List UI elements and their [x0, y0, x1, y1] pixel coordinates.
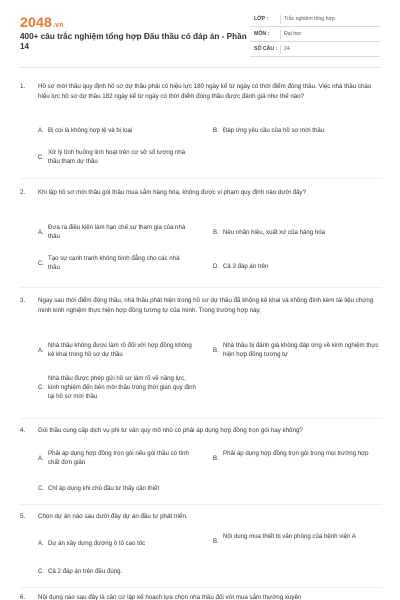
meta-label-count: SỐ CÂU : — [254, 46, 278, 52]
header-divider — [20, 67, 380, 68]
option-letter: B. — [213, 127, 219, 134]
option-letter: C. — [38, 384, 45, 391]
option-letter: A. — [38, 127, 44, 134]
option-letter: C. — [38, 154, 45, 161]
question-number: 3. — [20, 297, 26, 304]
option-letter: B. — [213, 347, 219, 354]
meta-divider — [280, 30, 281, 39]
question-text: Ngay sau thời điểm đóng thầu, nhà thầu phát hiện trong hồ sơ dự thầu đã không kê khai và không đính kèm tài liệu chứng minh kinh nghiệm thực hiện hợp đồng tương tự của mình. Trong trường hợp này, — [38, 297, 374, 314]
meta-label-subject: MÔN : — [254, 31, 270, 37]
option-text: Nhà thầu bị đánh giá không đáp ứng về kinh nghiệm thực hiện hợp đồng tương tự — [223, 342, 379, 359]
option-letter: A. — [38, 229, 44, 236]
option-letter: C. — [38, 568, 45, 575]
question-text: Hồ sơ mời thầu quy định hồ sơ dự thầu phải có hiệu lực 180 ngày kể từ ngày có thời điểm đóng thầu. Việc nhà thầu chào hiệu lực hồ sơ dự thầu 182 ngày kể từ ngày có thời điểm đóng thầu được đánh giá như thế nào? — [38, 83, 372, 100]
question-text: Gói thầu cung cấp dịch vụ phi tư vấn quy mô nhỏ có phải áp dụng hợp đồng trọn gói hay không? — [38, 427, 303, 434]
meta-value-subject[interactable]: Đại học — [284, 31, 302, 37]
site-logo[interactable] — [20, 14, 64, 30]
option-letter: D. — [213, 263, 220, 270]
option-letter: B. — [213, 455, 219, 462]
option-text: Nhà thầu được phép gửi hồ sơ làm rõ về năng lực, kinh nghiệm đến bên mời thầu trong thời gian quy định tại hồ sơ mời thầu — [48, 375, 196, 401]
question-number: 5. — [20, 513, 26, 520]
option-text: Nội dung mua thiết bị văn phòng của bệnh viện A — [223, 533, 356, 540]
meta-row-class — [250, 12, 380, 27]
option-text: Tạo sự cạnh tranh không bình đẳng cho các nhà thầu — [48, 255, 180, 272]
question-text: Khi lập hồ sơ mời thầu gói thầu mua sắm hàng hóa, không được vi phạm quy định nào dưới đây? — [38, 189, 307, 196]
meta-value-count: 24 — [284, 46, 290, 52]
option-text: Cả 2 đáp án trên đều đúng. — [48, 568, 123, 575]
question-text: Nội dung nào sau đây là căn cứ lập kế hoạch lựa chọn nhà thầu đối với mua sắm thường xuyên — [38, 594, 302, 600]
option-text: Đáp ứng yêu cầu của hồ sơ mời thầu — [223, 127, 325, 134]
option-letter: B. — [213, 538, 219, 545]
question-number: 4. — [20, 427, 26, 434]
option-text: Phải áp dụng hợp đồng trọn gói trong mọi trường hợp — [223, 450, 369, 457]
option-text: Bị coi là không hợp lệ và bị loại — [48, 127, 133, 134]
page-title: 400+ câu trắc nghiệm tổng hợp Đấu thầu có đáp án - Phần 14 — [20, 32, 247, 52]
question-separator — [20, 178, 382, 179]
option-text: Cả 3 đáp án trên — [223, 263, 269, 270]
meta-row-subject — [250, 27, 380, 42]
option-text: Nêu nhãn hiệu, xuất xứ của hàng hóa — [223, 229, 325, 236]
question-separator — [20, 504, 382, 505]
logo-main: 2048 — [20, 14, 52, 30]
meta-divider — [280, 15, 281, 24]
meta-info-box — [250, 12, 380, 57]
option-letter: C. — [38, 260, 45, 267]
question-separator — [20, 587, 382, 588]
option-letter: A. — [38, 455, 44, 462]
option-letter: B. — [213, 229, 219, 236]
meta-label-class: LỚP : — [254, 16, 269, 22]
page-header — [0, 0, 400, 64]
option-text: Xử lý tình huống linh hoạt trên cơ sở số lượng nhà thầu tham dự thầu — [48, 149, 186, 166]
question-text: Chọn dự án nào sau dưới đây dự án đầu tư phát triển. — [38, 513, 188, 520]
option-letter: C. — [38, 485, 45, 492]
question-number: 6. — [20, 594, 26, 600]
meta-value-class[interactable]: Trắc nghiệm tổng hợp — [284, 16, 335, 22]
question-separator — [20, 287, 382, 288]
question-number: 2. — [20, 189, 26, 196]
option-text: Dự án xây dựng đường ô tô cao tốc — [48, 540, 146, 547]
question-separator — [20, 418, 382, 419]
option-text: Nhà thầu không được làm rõ đối với hợp đồng không kê khai trong hồ sơ dự thầu — [48, 342, 192, 359]
option-text: Chỉ áp dụng khi chủ đầu tư thấy cần thiết — [48, 485, 160, 492]
meta-divider — [280, 45, 281, 54]
option-letter: A. — [38, 540, 44, 547]
logo-suffix: .vn — [52, 22, 64, 29]
option-letter: A. — [38, 347, 44, 354]
question-number: 1. — [20, 83, 26, 90]
option-text: Đưa ra điều kiện làm hạn chế sự tham gia của nhà thầu — [48, 224, 186, 241]
option-text: Phải áp dụng hợp đồng trọn gói nếu gói thầu có tính chất đơn giản — [48, 450, 189, 467]
meta-row-count — [250, 42, 380, 57]
